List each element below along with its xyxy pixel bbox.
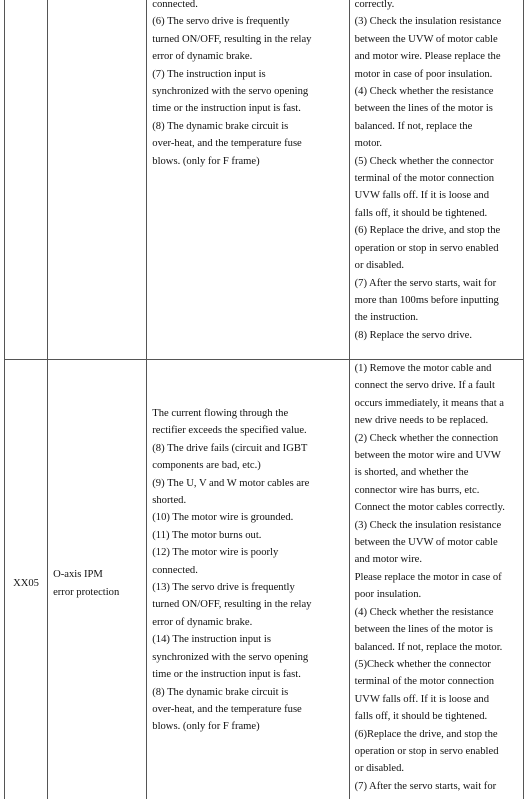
text-line: (2) Check whether the connection xyxy=(354,432,499,444)
text-line: between the motor wire and UVW xyxy=(354,450,501,462)
text-line: blows. (only for F frame) xyxy=(152,721,260,733)
action-cell xyxy=(349,360,523,799)
fault-name-cell xyxy=(48,0,147,360)
text-line: (6) Replace the drive, and stop the xyxy=(354,225,501,237)
text-line: falls off, it should be tightened. xyxy=(354,207,488,219)
text-line: (1) Remove the motor cable and xyxy=(354,363,492,374)
text-line: balanced. If not, replace the xyxy=(354,120,473,132)
text-line: (10) The motor wire is grounded. xyxy=(152,512,294,524)
text-line: (8) The drive fails (circuit and IGBT xyxy=(152,442,308,454)
fault-code-cell xyxy=(5,360,48,799)
text-line: falls off, it should be tightened. xyxy=(354,711,488,723)
text-line: connected. xyxy=(152,0,198,10)
fault-table xyxy=(4,0,524,799)
text-line: (9) The U, V and W motor cables are xyxy=(152,477,310,489)
text-line: occurs immediately, it means that a xyxy=(354,397,504,409)
action-cell xyxy=(349,0,523,360)
text-line: turned ON/OFF, resulting in the relay xyxy=(152,33,312,45)
text-line: error of dynamic brake. xyxy=(152,616,253,628)
text-line: poor insulation. xyxy=(354,589,422,601)
text-line: (14) The instruction input is xyxy=(152,634,271,646)
text-line: (4) Check whether the resistance xyxy=(354,606,494,618)
text-line: (8) Replace the servo drive. xyxy=(354,329,473,341)
cause-cell xyxy=(147,360,349,799)
text-line: rectifier exceeds the specified value. xyxy=(152,425,307,437)
text-line: components are bad, etc.) xyxy=(152,460,261,472)
text-line: connect the servo drive. If a fault xyxy=(354,380,495,392)
text-line: (12) The motor wire is poorly xyxy=(152,547,279,559)
text-line: (6) The servo drive is frequently xyxy=(152,16,290,28)
text-line: shorted. xyxy=(152,495,187,507)
fault-code-cell xyxy=(5,0,48,360)
text-line: balanced. If not, replace the motor. xyxy=(354,641,503,653)
text-line: (3) Check the insulation resistance xyxy=(354,16,502,28)
text-line: (7) After the servo starts, wait for xyxy=(354,780,497,792)
text-line: correctly. xyxy=(354,0,395,10)
text-line: (11) The motor burns out. xyxy=(152,529,262,541)
text-line: synchronized with the servo opening xyxy=(152,651,309,663)
text-line: (13) The servo drive is frequently xyxy=(152,582,295,594)
text-line: Connect the motor cables correctly. xyxy=(354,502,505,514)
text-line: terminal of the motor connection xyxy=(354,676,495,688)
text-line: or disabled. xyxy=(354,763,405,775)
text-line: UVW falls off. If it is loose and xyxy=(354,693,490,705)
cause-cell xyxy=(147,0,349,360)
text-line: (5) Check whether the connector xyxy=(354,155,494,167)
text-line: O-axis IPM xyxy=(53,569,103,581)
text-line: operation or stop in servo enabled xyxy=(354,745,499,757)
fault-name xyxy=(48,566,146,601)
text-line: between the lines of the motor is xyxy=(354,103,493,115)
text-line: connector wire has burrs, etc. xyxy=(354,484,480,496)
text-line: time or the instruction input is fast. xyxy=(152,103,301,115)
text-line: (7) The instruction input is xyxy=(152,68,266,80)
text-line: connected. xyxy=(152,564,198,576)
text-line: (7) After the servo starts, wait for xyxy=(354,277,497,289)
text-line: over-heat, and the temperature fuse xyxy=(152,138,302,150)
text-line: is shorted, and whether the xyxy=(354,467,469,479)
text-line: turned ON/OFF, resulting in the relay xyxy=(152,599,312,611)
text-line: error of dynamic brake. xyxy=(152,51,253,63)
text-line: synchronized with the servo opening xyxy=(152,86,309,98)
text-line: and motor wire. Please replace the xyxy=(354,51,501,63)
text-line: between the UVW of motor cable xyxy=(354,537,498,549)
text-line: (8) The dynamic brake circuit is xyxy=(152,686,289,698)
text-line: error protection xyxy=(53,586,120,598)
action-text xyxy=(350,0,523,344)
cause-text xyxy=(147,360,348,736)
table-row xyxy=(5,360,524,799)
text-line: motor. xyxy=(354,138,383,150)
text-line: motor in case of poor insulation. xyxy=(354,68,493,80)
text-line: new drive needs to be replaced. xyxy=(354,415,489,427)
text-line: time or the instruction input is fast. xyxy=(152,669,301,681)
text-line: more than 100ms before inputting xyxy=(354,294,499,306)
fault-name-cell xyxy=(48,360,147,799)
text-line: The current flowing through the xyxy=(152,408,289,419)
text-line: (4) Check whether the resistance xyxy=(354,86,494,98)
text-line: terminal of the motor connection xyxy=(354,173,495,185)
text-line: UVW falls off. If it is loose and xyxy=(354,190,490,202)
text-line: (8) The dynamic brake circuit is xyxy=(152,120,289,132)
text-line: (5)Check whether the connector xyxy=(354,658,491,670)
text-line: operation or stop in servo enabled xyxy=(354,242,499,254)
text-line: between the lines of the motor is xyxy=(354,624,493,636)
text-line: or disabled. xyxy=(354,260,405,272)
text-line: the instruction. xyxy=(354,312,419,324)
text-line: blows. (only for F frame) xyxy=(152,155,260,167)
text-line: (3) Check the insulation resistance xyxy=(354,519,502,531)
text-line: over-heat, and the temperature fuse xyxy=(152,703,302,715)
cause-text xyxy=(147,0,348,170)
text-line: and motor wire. xyxy=(354,554,423,566)
text-line: (6)Replace the drive, and stop the xyxy=(354,728,498,740)
table-row xyxy=(5,0,524,360)
text-line: Please replace the motor in case of xyxy=(354,571,502,583)
action-text xyxy=(350,360,523,795)
fault-code: XX05 xyxy=(13,577,39,589)
text-line: between the UVW of motor cable xyxy=(354,33,498,45)
